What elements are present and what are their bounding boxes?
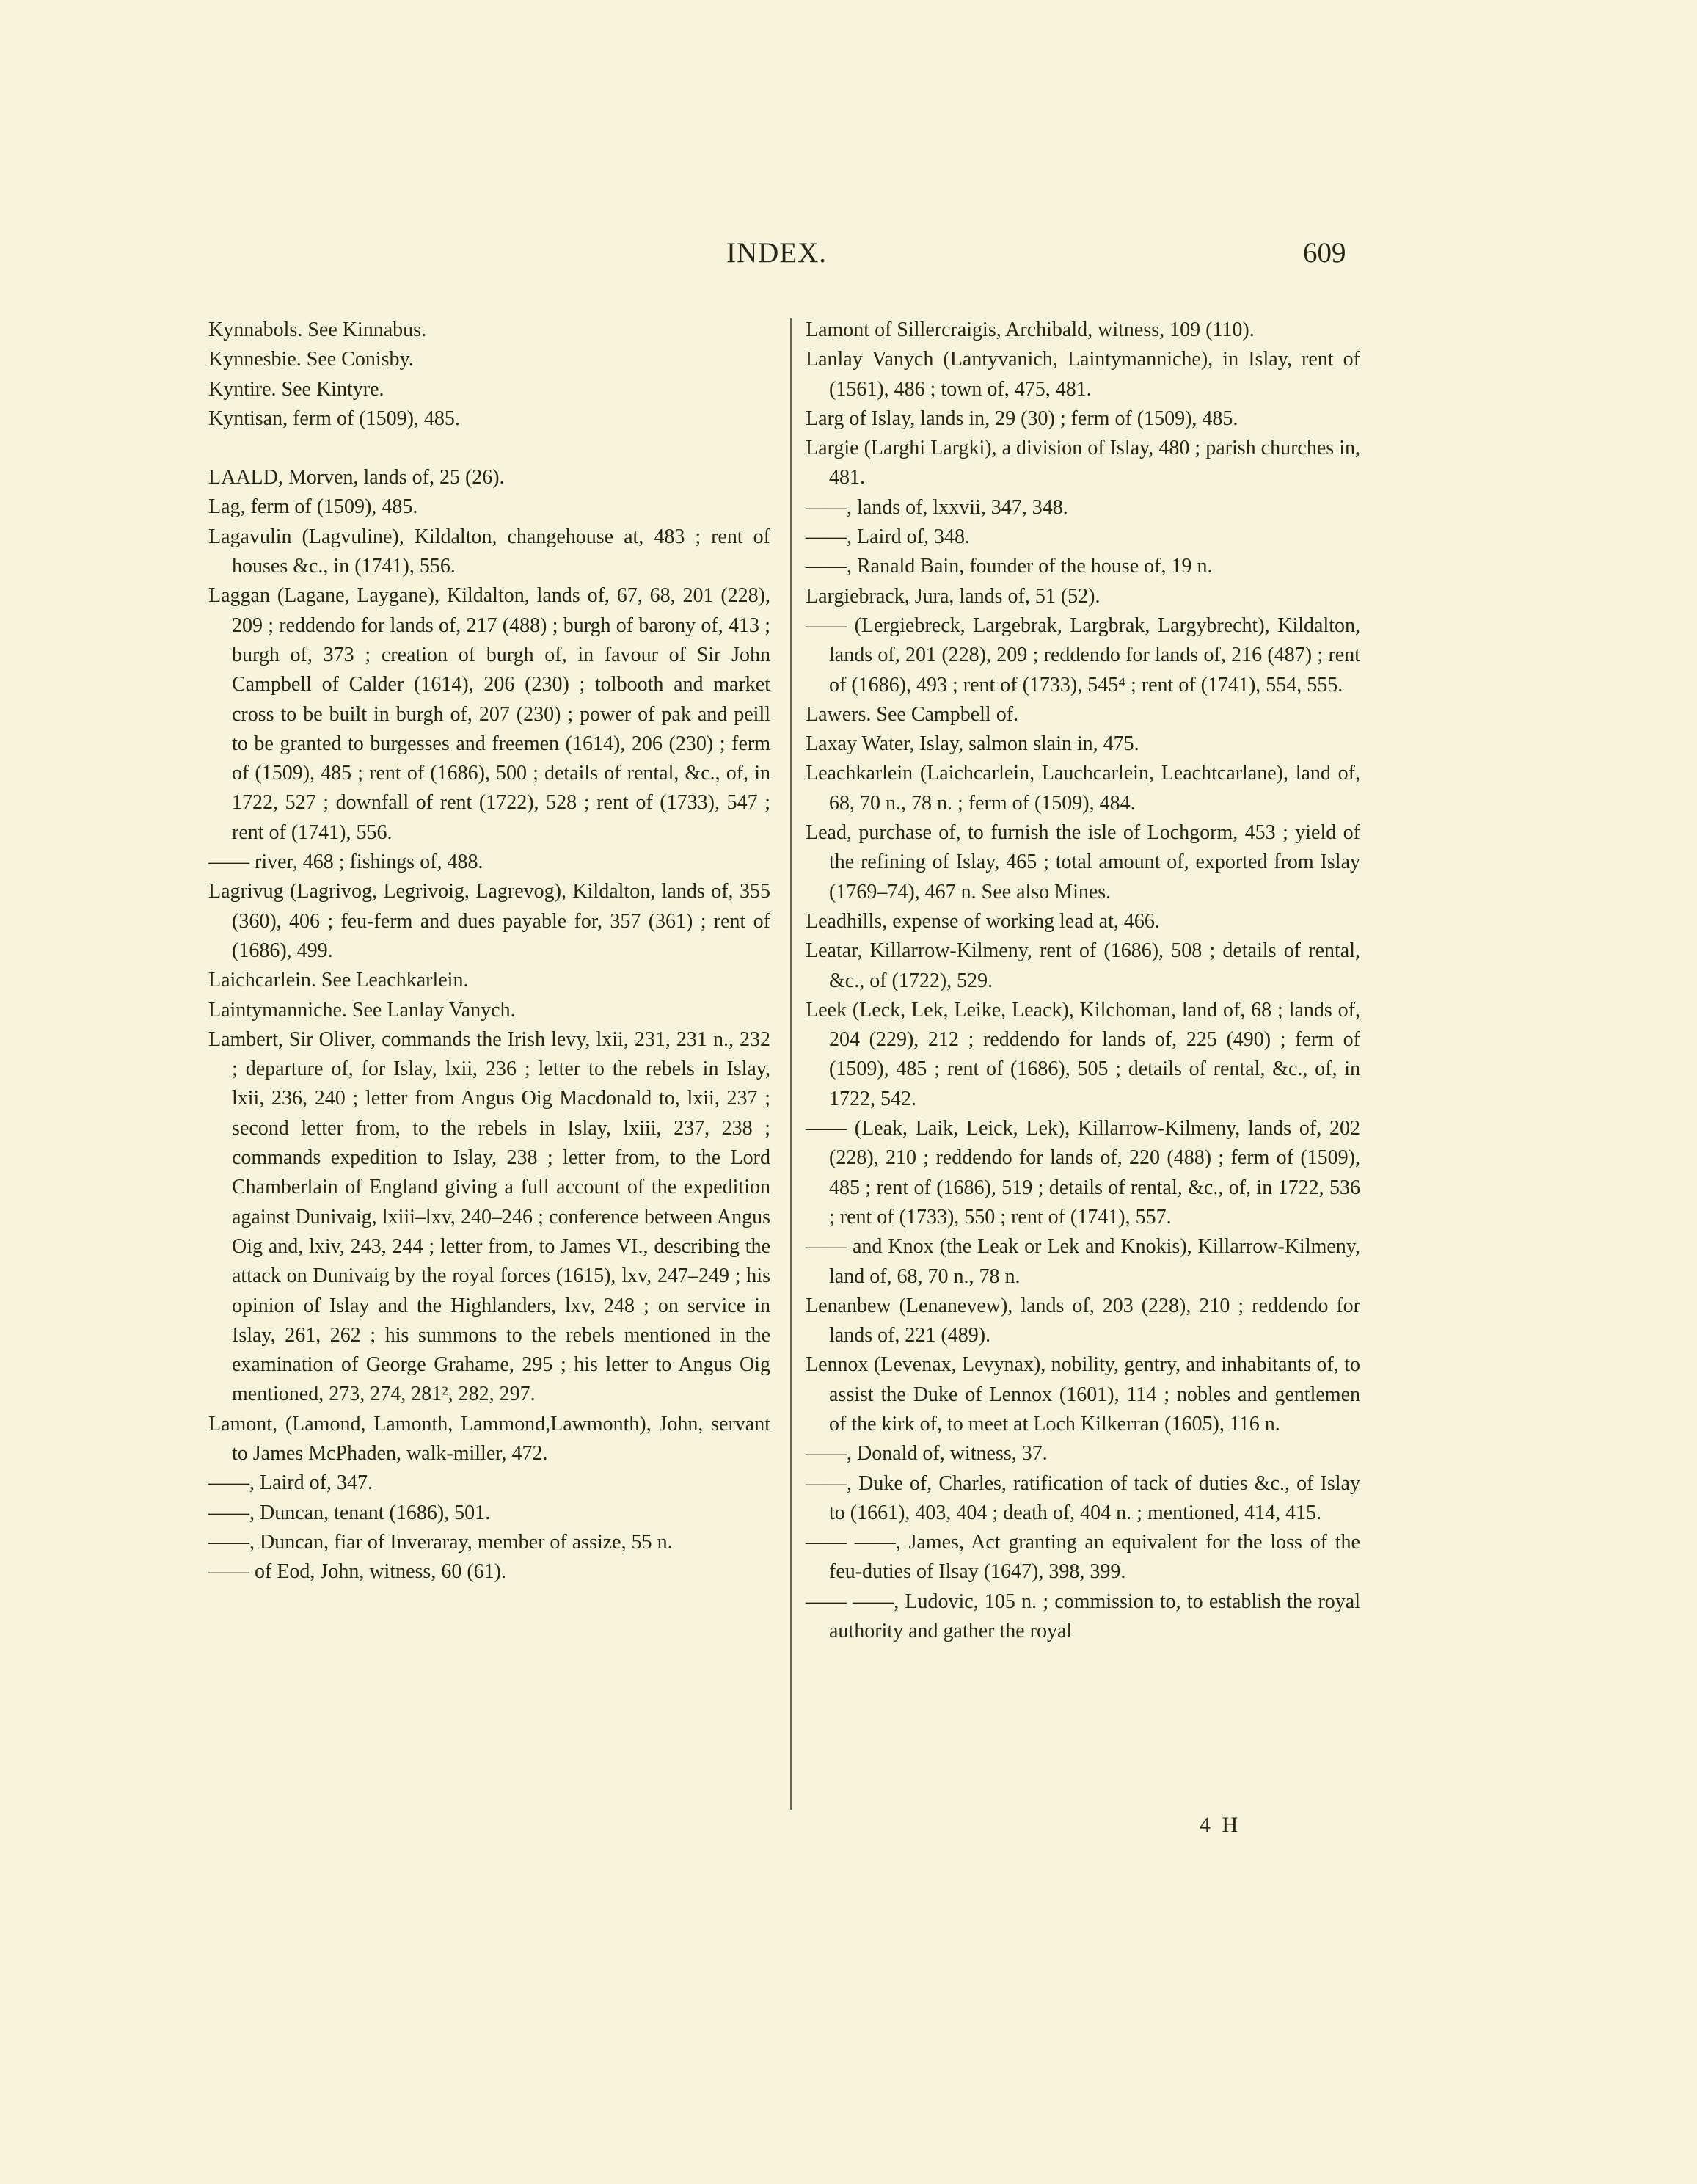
index-entry: ——, Ranald Bain, founder of the house of, 19 n. <box>806 555 1213 578</box>
index-entry: ——, Laird of, 348. <box>806 525 970 549</box>
index-entry: Leatar, Killarrow-Kilmeny, rent of (1686), 508 ; details of rental, &c., of (1722), 529. <box>806 939 1360 992</box>
index-entry: —— ——, Ludovic, 105 n. ; commission to, to establish the royal authority and gather the royal <box>806 1590 1360 1643</box>
index-entry: Kynnabols. See Kinnabus. <box>208 318 427 341</box>
page-number: 609 <box>1303 237 1346 269</box>
index-entry: Lanlay Vanych (Lantyvanich, Laintymanniche), in Islay, rent of (1561), 486 ; town of, 475, 481. <box>806 348 1360 401</box>
index-entry: —— and Knox (the Leak or Lek and Knokis), Killarrow-Kilmeny, land of, 68, 70 n., 78 n. <box>806 1235 1360 1288</box>
index-entry: Lennox (Levenax, Levynax), nobility, gentry, and inhabitants of, to assist the Duke of Lennox (1601), 114 ; nobles and gentlemen of the kirk of, to meet at Loch Kilkerran (1605), 116 n. <box>806 1353 1360 1435</box>
index-entry: Laxay Water, Islay, salmon slain in, 475. <box>806 732 1139 756</box>
index-entry: —— ——, James, Act granting an equivalent for the loss of the feu-duties of Ilsay (1647), 398, 399. <box>806 1531 1360 1584</box>
index-entry: Laintymanniche. See Lanlay Vanych. <box>208 998 516 1022</box>
index-entry: Lambert, Sir Oliver, commands the Irish levy, lxii, 231, 231 n., 232 ; departure of, for Islay, lxii, 236 ; letter to the rebels in Islay, lxii, 236, 240 ; letter from Angus Oig Macdonald to, lxii, 237 ; second letter from, to the rebels in Islay, lxiii, 237, 238 ; commands expedition to Islay, 238 ; letter from, to the Lord Chamberlain of England giving a full account of the expedition against Dunivaig, lxiii–lxv, 240–246 ; conference between Angus Oig and, lxiv, 243, 244 ; letter from, to James VI., describing the attack on Dunivaig by the royal forces (1615), lxv, 247–249 ; his opinion of Islay and the Highlanders, lxv, 248 ; on service in Islay, 261, 262 ; his summons to the rebels mentioned in the examination of George Grahame, 295 ; his letter to Angus Oig mentioned, 273, 274, 281², 282, 297. <box>208 1027 770 1406</box>
index-entry: LAALD, Morven, lands of, 25 (26). <box>208 466 505 489</box>
left-column <box>208 316 770 1587</box>
index-entry: Kynnesbie. See Conisby. <box>208 348 414 371</box>
index-entry: Lead, purchase of, to furnish the isle of Lochgorm, 453 ; yield of the refining of Islay, 465 ; total amount of, exported from Islay (1769–74), 467 n. See also Mines. <box>806 821 1360 903</box>
index-entry: ——, Duke of, Charles, ratification of tack of duties &c., of Islay to (1661), 403, 404 ; death of, 404 n. ; mentioned, 414, 415. <box>806 1471 1360 1524</box>
signature-mark: 4 H <box>1200 1813 1241 1837</box>
right-column <box>806 316 1360 1646</box>
index-entry: Lagrivug (Lagrivog, Legrivoig, Lagrevog), Kildalton, lands of, 355 (360), 406 ; feu-ferm and dues payable for, 357 (361) ; rent of (1686), 499. <box>208 880 770 962</box>
index-entry: ——, Duncan, tenant (1686), 501. <box>208 1501 491 1524</box>
index-entry: Kyntire. See Kintyre. <box>208 377 384 401</box>
index-entry: ——, Laird of, 347. <box>208 1471 373 1495</box>
index-entry: Lenanbew (Lenanevew), lands of, 203 (228), 210 ; reddendo for lands of, 221 (489). <box>806 1294 1360 1347</box>
index-entry: Largie (Larghi Largki), a division of Islay, 480 ; parish churches in, 481. <box>806 437 1360 489</box>
index-entry: Lawers. See Campbell of. <box>806 702 1019 726</box>
index-entry: ——, Donald of, witness, 37. <box>806 1442 1048 1466</box>
index-entry: —— (Lergiebreck, Largebrak, Largbrak, Largybrecht), Kildalton, lands of, 201 (228), 209 ; reddendo for lands of, 216 (487) ; rent of (1686), 493 ; rent of (1733), 545⁴ ; rent of (1741), 554, 555. <box>806 614 1360 696</box>
index-entry: Lamont of Sillercraigis, Archibald, witness, 109 (110). <box>806 318 1255 341</box>
running-title: INDEX. <box>726 237 828 269</box>
index-entry: Leek (Leck, Lek, Leike, Leack), Kilchoman, land of, 68 ; lands of, 204 (229), 212 ; reddendo for lands of, 225 (490) ; ferm of (1509), 485 ; rent of (1686), 505 ; details of rental, &c., of, in 1722, 542. <box>806 998 1360 1110</box>
index-entry: Lagavulin (Lagvuline), Kildalton, changehouse at, 483 ; rent of houses &c., in (1741), 556. <box>208 525 770 578</box>
index-entry: Leadhills, expense of working lead at, 466. <box>806 909 1160 933</box>
index-entry: —— of Eod, John, witness, 60 (61). <box>208 1560 506 1584</box>
index-entry: —— river, 468 ; fishings of, 488. <box>208 851 483 874</box>
index-entry: Larg of Islay, lands in, 29 (30) ; ferm of (1509), 485. <box>806 407 1238 430</box>
index-entry: —— (Leak, Laik, Leick, Lek), Killarrow-Kilmeny, lands of, 202 (228), 210 ; reddendo for lands of, 220 (488) ; ferm of (1509), 485 ; rent of (1686), 519 ; details of rental, &c., of, in 1722, 536 ; rent of (1733), 550 ; rent of (1741), 557. <box>806 1117 1360 1228</box>
index-entry: ——, lands of, lxxvii, 347, 348. <box>806 495 1068 519</box>
index-entry: Leachkarlein (Laichcarlein, Lauchcarlein, Leachtcarlane), land of, 68, 70 n., 78 n. ; ferm of (1509), 484. <box>806 762 1360 815</box>
column-divider <box>790 318 792 1810</box>
index-entry: Lamont, (Lamond, Lamonth, Lammond,Lawmonth), John, servant to James McPhaden, walk-miller, 472. <box>208 1412 770 1465</box>
index-entry: Laggan (Lagane, Laygane), Kildalton, lands of, 67, 68, 201 (228), 209 ; reddendo for lands of, 217 (488) ; burgh of barony of, 413 ; burgh of, 373 ; creation of burgh of, in favour of Sir John Campbell of Calder (1614), 206 (230) ; tolbooth and market cross to be built in burgh of, 207 (230) ; power of pak and peill to be granted to burgesses and freemen (1614), 206 (230) ; ferm of (1509), 485 ; rent of (1686), 500 ; details of rental, &c., of, in 1722, 527 ; downfall of rent (1722), 528 ; rent of (1733), 547 ; rent of (1741), 556. <box>208 584 770 844</box>
index-entry: ——, Duncan, fiar of Inveraray, member of assize, 55 n. <box>208 1530 673 1554</box>
index-entry: Laichcarlein. See Leachkarlein. <box>208 969 469 992</box>
index-entry: Lag, ferm of (1509), 485. <box>208 495 418 519</box>
index-entry: Kyntisan, ferm of (1509), 485. <box>208 407 460 430</box>
index-entry: Largiebrack, Jura, lands of, 51 (52). <box>806 584 1101 608</box>
